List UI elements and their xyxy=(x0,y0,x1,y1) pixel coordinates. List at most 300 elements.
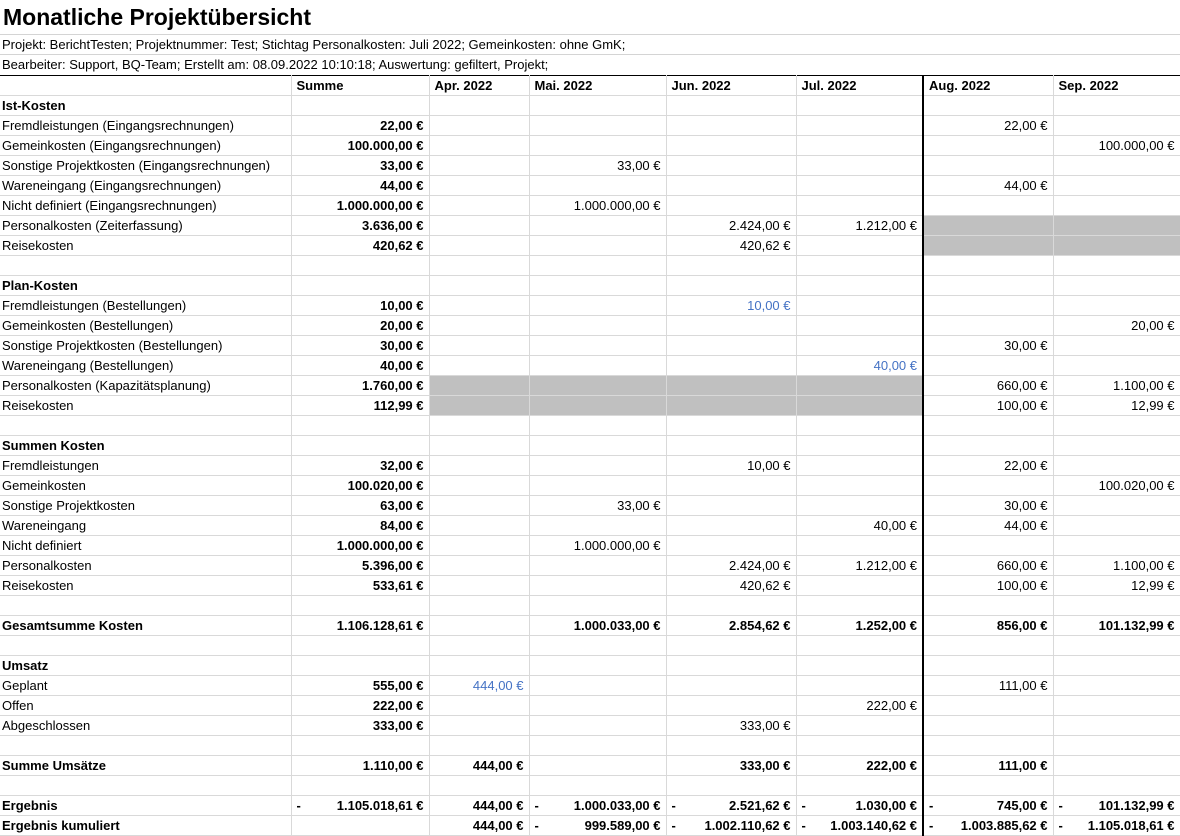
value-cell xyxy=(429,476,529,496)
value-cell xyxy=(1053,176,1180,196)
table-row xyxy=(0,156,1180,176)
table-row xyxy=(0,456,1180,476)
value-cell xyxy=(796,416,923,436)
value-cell: 44,00 € xyxy=(923,516,1053,536)
value-cell xyxy=(796,716,923,736)
value-cell: 1.000.033,00 € xyxy=(529,616,666,636)
table-row xyxy=(0,716,1180,736)
row-label: Nicht definiert (Eingangsrechnungen) xyxy=(0,196,291,216)
value-cell xyxy=(796,96,923,116)
value-cell xyxy=(923,716,1053,736)
row-label: Wareneingang (Bestellungen) xyxy=(0,356,291,376)
info-line-author: Bearbeiter: Support, BQ-Team; Erstellt am: 08.09.2022 10:10:18; Auswertung: gefiltert, Projekt; xyxy=(0,54,1180,74)
value-cell xyxy=(429,296,529,316)
table-row xyxy=(0,196,1180,216)
row-label: Fremdleistungen xyxy=(0,456,291,476)
row-label: Fremdleistungen (Eingangsrechnungen) xyxy=(0,116,291,136)
value-cell xyxy=(666,336,796,356)
value-cell xyxy=(666,416,796,436)
value-cell xyxy=(666,376,796,396)
value-cell xyxy=(429,776,529,796)
value-cell: 100.020,00 € xyxy=(1053,476,1180,496)
value-cell xyxy=(666,96,796,116)
value-cell: 100.000,00 € xyxy=(1053,136,1180,156)
negative-sign: - xyxy=(671,818,676,833)
value-cell: 33,00 € xyxy=(529,156,666,176)
table-row xyxy=(0,176,1180,196)
value-cell xyxy=(666,796,796,816)
value-cell xyxy=(1053,216,1180,236)
table-row xyxy=(0,796,1180,816)
value-cell xyxy=(429,156,529,176)
value-cell: 533,61 € xyxy=(291,576,429,596)
row-label: Summe Umsätze xyxy=(0,756,291,776)
value-cell: 2.424,00 € xyxy=(666,556,796,576)
value-cell xyxy=(796,496,923,516)
value-cell xyxy=(796,636,923,656)
value-cell xyxy=(529,716,666,736)
value-cell xyxy=(529,736,666,756)
value-cell xyxy=(429,436,529,456)
table-row xyxy=(0,556,1180,576)
value-cell: 660,00 € xyxy=(923,556,1053,576)
row-label: Fremdleistungen (Bestellungen) xyxy=(0,296,291,316)
spacer-row xyxy=(0,776,1180,796)
value-cell xyxy=(529,676,666,696)
value-cell: 10,00 € xyxy=(666,296,796,316)
value-cell xyxy=(1053,156,1180,176)
value-cell: 444,00 € xyxy=(429,816,529,836)
value-cell xyxy=(796,396,923,416)
table-row xyxy=(0,396,1180,416)
value-cell xyxy=(666,496,796,516)
value-cell xyxy=(529,756,666,776)
value-cell xyxy=(529,576,666,596)
value-cell xyxy=(291,96,429,116)
value-cell: 22,00 € xyxy=(923,456,1053,476)
value-cell xyxy=(429,96,529,116)
value-cell xyxy=(666,436,796,456)
value-cell xyxy=(529,776,666,796)
value-cell: 32,00 € xyxy=(291,456,429,476)
value-cell xyxy=(429,536,529,556)
value-cell xyxy=(1053,236,1180,256)
value-cell xyxy=(429,176,529,196)
value-cell xyxy=(529,336,666,356)
value-cell xyxy=(1053,416,1180,436)
value-cell xyxy=(796,256,923,276)
value-cell: 101.132,99 € xyxy=(1053,616,1180,636)
value-cell xyxy=(796,456,923,476)
row-label: Sonstige Projektkosten xyxy=(0,496,291,516)
value-cell xyxy=(666,736,796,756)
value-cell: 333,00 € xyxy=(666,716,796,736)
row-label: Gemeinkosten (Eingangsrechnungen) xyxy=(0,136,291,156)
value-cell xyxy=(796,156,923,176)
value-cell xyxy=(1053,636,1180,656)
value-cell: 100.000,00 € xyxy=(291,136,429,156)
value-cell: 40,00 € xyxy=(796,516,923,536)
value-cell: 444,00 € xyxy=(429,796,529,816)
value-cell xyxy=(429,396,529,416)
value-cell xyxy=(923,436,1053,456)
row-label: Nicht definiert xyxy=(0,536,291,556)
value-cell: 20,00 € xyxy=(1053,316,1180,336)
value-cell: 333,00 € xyxy=(666,756,796,776)
row-label: Personalkosten (Kapazitätsplanung) xyxy=(0,376,291,396)
table-row xyxy=(0,316,1180,336)
value-cell xyxy=(666,596,796,616)
value-cell xyxy=(923,136,1053,156)
value-cell xyxy=(1053,656,1180,676)
negative-sign: - xyxy=(801,798,806,813)
value-cell: 2.854,62 € xyxy=(666,616,796,636)
value-cell: 100.020,00 € xyxy=(291,476,429,496)
value-cell xyxy=(796,316,923,336)
column-header: Aug. 2022 xyxy=(923,76,1053,96)
value-cell xyxy=(923,256,1053,276)
value-cell xyxy=(429,256,529,276)
negative-sign: - xyxy=(929,818,934,833)
value-cell xyxy=(1053,736,1180,756)
value-cell xyxy=(429,416,529,436)
value-text: 999.589,00 € xyxy=(584,818,661,833)
value-cell xyxy=(923,156,1053,176)
value-cell xyxy=(429,596,529,616)
value-cell xyxy=(796,116,923,136)
value-cell xyxy=(1053,696,1180,716)
value-text: 1.003.140,62 € xyxy=(830,818,917,833)
value-cell: 1.000.000,00 € xyxy=(529,196,666,216)
value-cell xyxy=(796,656,923,676)
value-cell: 555,00 € xyxy=(291,676,429,696)
spacer-row xyxy=(0,636,1180,656)
value-cell xyxy=(529,276,666,296)
value-cell xyxy=(796,436,923,456)
value-cell xyxy=(529,116,666,136)
value-cell xyxy=(429,116,529,136)
value-cell: 33,00 € xyxy=(529,496,666,516)
value-text: 101.132,99 € xyxy=(1098,798,1175,813)
value-cell xyxy=(529,636,666,656)
value-cell: 84,00 € xyxy=(291,516,429,536)
value-cell: 222,00 € xyxy=(796,756,923,776)
value-text: 1.003.885,62 € xyxy=(960,818,1048,833)
value-cell xyxy=(923,356,1053,376)
section-header-row xyxy=(0,276,1180,296)
row-label: Plan-Kosten xyxy=(0,276,291,296)
value-cell xyxy=(923,196,1053,216)
value-cell: 10,00 € xyxy=(666,456,796,476)
value-cell xyxy=(796,376,923,396)
column-header xyxy=(0,76,291,96)
table-row xyxy=(0,696,1180,716)
value-cell xyxy=(429,576,529,596)
value-cell xyxy=(529,316,666,336)
value-cell xyxy=(291,436,429,456)
table-row xyxy=(0,516,1180,536)
value-cell xyxy=(429,716,529,736)
value-cell xyxy=(1053,516,1180,536)
table-row xyxy=(0,136,1180,156)
value-cell xyxy=(529,216,666,236)
column-header: Summe xyxy=(291,76,429,96)
value-cell xyxy=(1053,776,1180,796)
value-cell: 420,62 € xyxy=(291,236,429,256)
table-row xyxy=(0,216,1180,236)
value-cell xyxy=(923,696,1053,716)
value-cell xyxy=(1053,676,1180,696)
value-cell xyxy=(429,616,529,636)
value-text: 1.105.018,61 € xyxy=(1087,818,1175,833)
value-cell xyxy=(529,556,666,576)
value-cell xyxy=(796,576,923,596)
value-cell xyxy=(529,376,666,396)
value-cell: 1.106.128,61 € xyxy=(291,616,429,636)
value-cell xyxy=(529,436,666,456)
row-label xyxy=(0,636,291,656)
value-cell xyxy=(666,536,796,556)
value-cell xyxy=(666,356,796,376)
value-cell xyxy=(291,276,429,296)
row-label: Summen Kosten xyxy=(0,436,291,456)
value-cell: 1.110,00 € xyxy=(291,756,429,776)
value-cell xyxy=(429,196,529,216)
project-overview-table xyxy=(0,75,1180,836)
value-cell xyxy=(796,676,923,696)
table-row xyxy=(0,296,1180,316)
value-cell xyxy=(923,476,1053,496)
value-cell xyxy=(529,476,666,496)
row-label: Reisekosten xyxy=(0,576,291,596)
value-cell xyxy=(429,736,529,756)
value-cell xyxy=(923,316,1053,336)
table-row xyxy=(0,536,1180,556)
value-cell: 222,00 € xyxy=(796,696,923,716)
value-cell: 333,00 € xyxy=(291,716,429,736)
table-row xyxy=(0,576,1180,596)
table-row xyxy=(0,356,1180,376)
row-label: Reisekosten xyxy=(0,236,291,256)
value-cell: 12,99 € xyxy=(1053,396,1180,416)
value-cell xyxy=(666,116,796,136)
row-label: Reisekosten xyxy=(0,396,291,416)
value-cell xyxy=(923,416,1053,436)
value-cell xyxy=(429,456,529,476)
value-cell xyxy=(1053,436,1180,456)
value-cell xyxy=(429,336,529,356)
value-cell xyxy=(923,236,1053,256)
value-cell: 1.000.000,00 € xyxy=(291,196,429,216)
info-line-project: Projekt: BerichtTesten; Projektnummer: Test; Stichtag Personalkosten: Juli 2022; Gemeinkosten: ohne GmK; xyxy=(0,34,1180,54)
value-cell xyxy=(291,256,429,276)
table-row xyxy=(0,756,1180,776)
value-cell xyxy=(429,136,529,156)
row-label: Geplant xyxy=(0,676,291,696)
section-header-row xyxy=(0,656,1180,676)
value-cell xyxy=(923,96,1053,116)
row-label: Wareneingang xyxy=(0,516,291,536)
value-cell xyxy=(666,196,796,216)
value-cell: 33,00 € xyxy=(291,156,429,176)
row-label: Ergebnis xyxy=(0,796,291,816)
value-text: 745,00 € xyxy=(996,798,1048,813)
value-cell xyxy=(923,796,1053,816)
value-cell xyxy=(666,156,796,176)
negative-sign: - xyxy=(1058,818,1063,833)
value-cell xyxy=(923,216,1053,236)
value-cell xyxy=(529,456,666,476)
row-label: Wareneingang (Eingangsrechnungen) xyxy=(0,176,291,196)
value-cell xyxy=(529,356,666,376)
value-cell xyxy=(1053,196,1180,216)
value-cell xyxy=(1053,356,1180,376)
value-cell xyxy=(666,696,796,716)
row-label: Gemeinkosten (Bestellungen) xyxy=(0,316,291,336)
value-cell xyxy=(1053,296,1180,316)
value-cell xyxy=(1053,716,1180,736)
value-cell xyxy=(529,796,666,816)
table-row xyxy=(0,116,1180,136)
row-label: Sonstige Projektkosten (Eingangsrechnungen) xyxy=(0,156,291,176)
value-cell: 30,00 € xyxy=(291,336,429,356)
value-cell: 1.000.000,00 € xyxy=(529,536,666,556)
value-cell xyxy=(529,96,666,116)
spacer-row xyxy=(0,736,1180,756)
row-label xyxy=(0,736,291,756)
value-cell xyxy=(291,416,429,436)
row-label xyxy=(0,416,291,436)
value-cell: 12,99 € xyxy=(1053,576,1180,596)
value-text: 2.521,62 € xyxy=(729,798,791,813)
row-label: Abgeschlossen xyxy=(0,716,291,736)
value-cell: 3.636,00 € xyxy=(291,216,429,236)
value-cell xyxy=(1053,756,1180,776)
value-cell xyxy=(666,396,796,416)
value-cell xyxy=(796,736,923,756)
table-row xyxy=(0,496,1180,516)
value-cell xyxy=(923,276,1053,296)
value-cell: 5.396,00 € xyxy=(291,556,429,576)
value-cell: 30,00 € xyxy=(923,496,1053,516)
value-cell xyxy=(529,296,666,316)
value-cell: 222,00 € xyxy=(291,696,429,716)
negative-sign: - xyxy=(671,798,676,813)
value-cell: 111,00 € xyxy=(923,756,1053,776)
value-cell xyxy=(429,276,529,296)
value-cell: 1.212,00 € xyxy=(796,216,923,236)
value-cell xyxy=(291,736,429,756)
value-cell xyxy=(796,196,923,216)
value-cell xyxy=(1053,96,1180,116)
column-header: Sep. 2022 xyxy=(1053,76,1180,96)
row-label: Gesamtsumme Kosten xyxy=(0,616,291,636)
value-cell: 100,00 € xyxy=(923,396,1053,416)
value-cell: 1.212,00 € xyxy=(796,556,923,576)
row-label xyxy=(0,596,291,616)
value-cell xyxy=(1053,796,1180,816)
value-cell xyxy=(429,696,529,716)
value-cell xyxy=(796,276,923,296)
table-row xyxy=(0,616,1180,636)
value-cell: 420,62 € xyxy=(666,236,796,256)
value-cell: 40,00 € xyxy=(796,356,923,376)
value-cell xyxy=(1053,596,1180,616)
value-cell: 2.424,00 € xyxy=(666,216,796,236)
value-cell: 444,00 € xyxy=(429,676,529,696)
value-cell: 63,00 € xyxy=(291,496,429,516)
value-cell xyxy=(529,256,666,276)
value-cell xyxy=(666,676,796,696)
negative-sign: - xyxy=(929,798,934,813)
value-cell xyxy=(529,656,666,676)
value-text: 1.000.033,00 € xyxy=(573,798,661,813)
value-cell xyxy=(666,776,796,796)
value-cell xyxy=(291,636,429,656)
value-cell xyxy=(1053,456,1180,476)
value-cell: 44,00 € xyxy=(291,176,429,196)
row-label: Offen xyxy=(0,696,291,716)
value-cell xyxy=(666,636,796,656)
value-cell xyxy=(429,556,529,576)
value-cell xyxy=(796,776,923,796)
value-cell xyxy=(923,536,1053,556)
value-cell xyxy=(1053,116,1180,136)
value-cell xyxy=(429,496,529,516)
section-header-row xyxy=(0,96,1180,116)
value-cell xyxy=(666,476,796,496)
value-cell xyxy=(666,136,796,156)
value-cell: 112,99 € xyxy=(291,396,429,416)
value-cell xyxy=(796,536,923,556)
value-cell xyxy=(529,416,666,436)
value-text: 1.002.110,62 € xyxy=(704,818,791,833)
column-header: Mai. 2022 xyxy=(529,76,666,96)
value-cell: 660,00 € xyxy=(923,376,1053,396)
value-cell xyxy=(796,336,923,356)
value-cell xyxy=(529,696,666,716)
value-cell: 444,00 € xyxy=(429,756,529,776)
value-cell: 1.100,00 € xyxy=(1053,376,1180,396)
value-cell xyxy=(291,776,429,796)
value-cell xyxy=(923,296,1053,316)
value-cell xyxy=(796,296,923,316)
value-cell xyxy=(429,636,529,656)
value-cell xyxy=(291,796,429,816)
value-cell xyxy=(1053,276,1180,296)
value-cell xyxy=(429,656,529,676)
value-cell: 20,00 € xyxy=(291,316,429,336)
value-cell xyxy=(291,656,429,676)
row-label: Gemeinkosten xyxy=(0,476,291,496)
value-cell xyxy=(666,656,796,676)
negative-sign: - xyxy=(534,798,539,813)
value-cell xyxy=(796,796,923,816)
value-cell xyxy=(923,736,1053,756)
value-cell: 22,00 € xyxy=(291,116,429,136)
value-cell xyxy=(1053,496,1180,516)
value-cell xyxy=(429,236,529,256)
value-cell: 111,00 € xyxy=(923,676,1053,696)
row-label: Ist-Kosten xyxy=(0,96,291,116)
value-cell xyxy=(666,276,796,296)
value-cell xyxy=(429,216,529,236)
value-cell xyxy=(429,516,529,536)
value-cell xyxy=(429,376,529,396)
value-cell xyxy=(529,236,666,256)
value-cell xyxy=(666,256,796,276)
table-row xyxy=(0,336,1180,356)
